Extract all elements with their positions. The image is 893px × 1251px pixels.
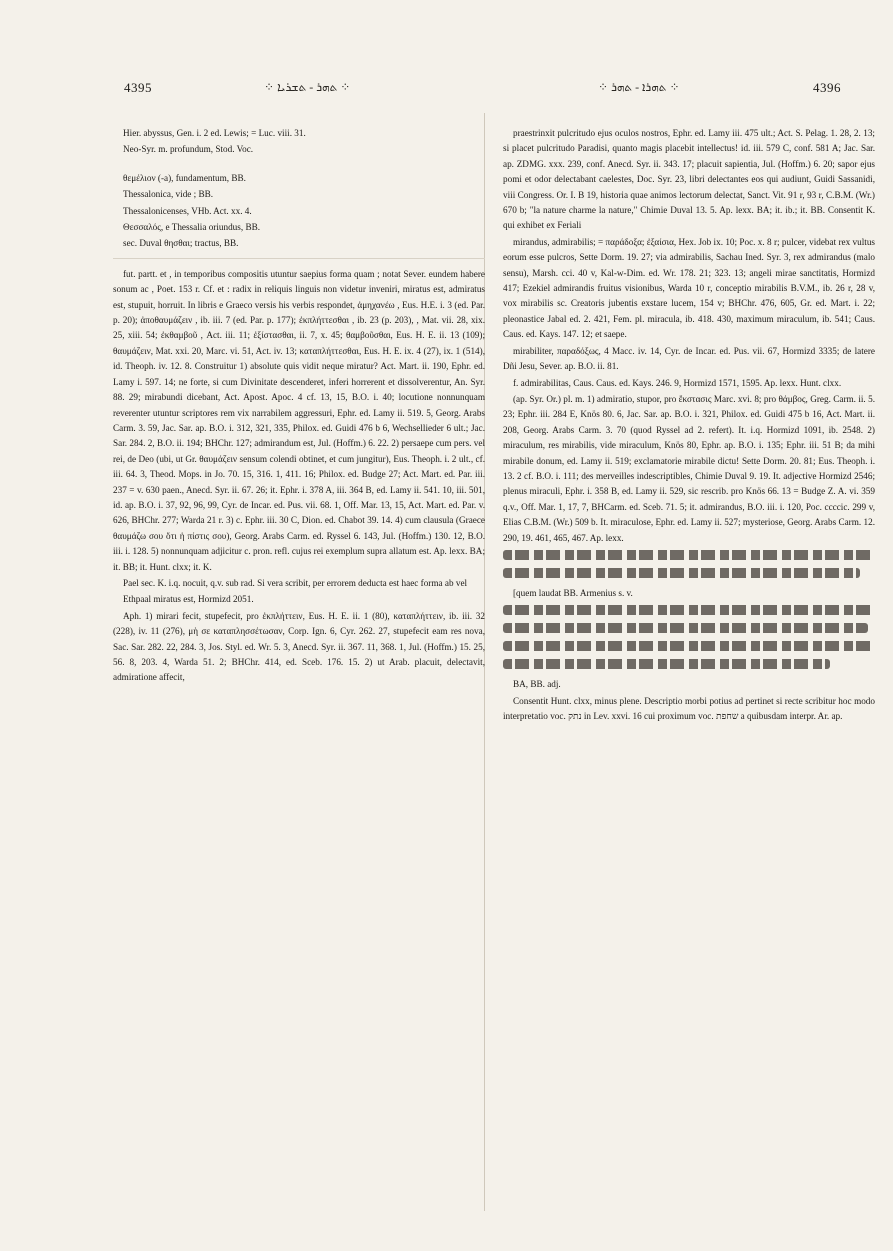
page-number-left: 4395 (124, 80, 152, 95)
arabic-text-line (503, 605, 875, 615)
entry-consentit-hunt: Consentit Hunt. clxx, minus plene. Descriptio morbi potius ad pertinet si recte scribitur hoc modo interpretatio voc. נתק in Lev. xxvi. 16 cui proximum voc. שחפת a quibusdam interpr. Ar. ap. (503, 695, 875, 722)
entry-praestrinxit: praestrinxit pulcritudo ejus oculos nostros, Ephr. ed. Lamy iii. 475 ult.; Act. S. Pelag. 1. 28, 2. 13; si placet pulcritudo Paradisi, quanto magis placebit intellectus! id. iii. 579 C, conf. 581 A; Jac. Sar. ap. ZDMG. xxx. 239, conf. Anecd. Syr. ii. 343. 17; placuit sapientia, Jul. (Hoffm.) 6. 20; sapor ejus pomi et odor delectabant caelestes, Doc. Syr. 23, libri delectantes eos qui audiunt, Guidi Sassanidi, viii Congress. Or. I. B 19, historia quae animos lectorum delectat, Sanct. Vit. 91 r, 93 r, C.B.M. (Wr.) 670 b; "la nature charme la nature," Chimie Duval 13. 5. Ap. lexx. BA; it. ib.; it. BB. Consentit K. qui exhibet ex Feriali (503, 128, 875, 231)
entry-mirandus: mirandus, admirabilis; = παράδοξα; ἐξαίσια, Hex. Job ix. 10; Poc. x. 8 r; pulcer, videbat rex vultus eorum esse pulcros, Sette Dorm. 19. 27; via admirabilis, Sachau Ined. Syr. 3, rex admirandus (malo sensu), Marsh. cci. 40 v, Kal-w-Dim. ed. Wr. 178. 21; 323. 13; angeli mirae sanctitatis, Hormizd 417; Ezekiel admirandis fruitus visionibus, Warda 10 r, conceptio mirabilis B.V.M., ib. 26 r, 28 v, vox mirabilis sc. Creatoris jubentis exstare lucem, 154 v; BHChr. 476, 605, Gr. ed. Mart. i. 22; pleonastice Jabal ed. 2. 421, Fem. pl. miracula, ib. 418. 430, maximum miraculum, ib. 541; Caus. Caus. ed. Kays. 147. 12; et saepe. (503, 236, 875, 340)
arabic-text-line (503, 623, 868, 633)
entry-thessalonica: Thessalonica, vide ; BB. (123, 189, 214, 200)
page-number-right: 4396 (813, 80, 841, 95)
entry-pael: Pael sec. K. i.q. nocuit, q.v. sub rad. Si vera scribit, per errorem deducta est haec forma ab vel (123, 577, 468, 588)
left-column (113, 126, 485, 1211)
arabic-text-line (503, 659, 830, 669)
entry-thessalonicenses: Thessalonicenses, VHb. Act. xx. 4. (123, 205, 252, 216)
arabic-text-line (503, 641, 875, 651)
running-head-right: ⁘ ܬܗܪܐ - ܬܗܪ ⁘ (598, 80, 680, 94)
entry-abyssus: Hier. abyssus, Gen. i. 2 ed. Lewis; = Luc. viii. 31. (123, 128, 306, 138)
entry-mirabiliter: mirabiliter, παραδόξως, 4 Macc. iv. 14, Cyr. de Incar. ed. Pus. vii. 67, Hormizd 3335; de latere Dñi Jesu, Sever. ap. B.O. ii. 81. (503, 345, 875, 372)
entry-thessalus: Θεσσαλός, e Thessalia oriundus, BB. (123, 222, 260, 233)
entry-aphel: Aph. 1) mirari fecit, stupefecit, pro ἐκπλήττειν, Eus. H. E. ii. 1 (80), καταπλήττειν, ib. iii. 32 (228), iv. 11 (276), μὴ σε καταπλησσέτωσαν, Corp. Ign. 6, Cyr. 262. 27, stupefecit eam res nova, Sac. Sar. 282. 22, 284. 3, Jos. Styl. ed. Wr. 5. 3, Anecd. Syr. ii. 367. 11, 368. 1, Jul. (Hoffm.) 15. 25, 56. 8, 203. 4, Warda 51. 2; BHChr. 414, ed. Sceb. 176. 15. 2) ut Arab. placuit, delectavit, admiratione affecit, (113, 610, 485, 683)
section-rule (113, 258, 485, 259)
entry-tractus: sec. Duval θησθαι; tractus, BB. (123, 238, 239, 249)
entry-admirabilitas: f. admirabilitas, Caus. Caus. ed. Kays. 246. 9, Hormizd 1571, 1595. Ap. lexx. Hunt. clxx. (513, 377, 842, 388)
arabic-text-line (503, 550, 875, 560)
entry-admiratio: (ap. Syr. Or.) pl. m. 1) admiratio, stupor, pro ἔκστασις Marc. xvi. 8; pro θάμβος, Greg. Carm. ii. 5. 23; Ephr. iii. 284 E, Knös 80. 6, Jac. Sar. ap. B.O. i. 321, Philox. ed. Guidi 475 b 16, Act. Mart. ii. 208, Georg. Arabs Carm. 3. 70 (quod Ryssel ad 2. refert). It. i.q. Hormizd 1091, ib. 2548. 2) miraculum, res mirabilis, vide miraculum, Knös 80, Ephr. ap. B.O. i. 135; Ephr. iii. 51 B; da mihi mirabile donum, ed. Lamy ii. 519; exclamatorie mirabile dictu! Sette Dorm. 20. 81; Eus. Theoph. i. 13. 2 cf. B.O. i. 111; des merveilles indescriptibles, Chimie Duval 9. 19. It. adjective Hormizd 2546; plenus miraculi, Ephr. i. 358 B, ed. Lamy ii. 529, sic rescrib. pro Knös 66. 13 = Budge Z. A. vi. 359 q.v., Off. Mar. 1, 17, 7, BHCarm. ed. Sceb. 71. 5; it. admirandus, B.O. iii. i. 120, Poc. ccccic. 299 v, Elias C.B.M. (Wr.) 509 b. It. miraculose, Ephr. ed. Lamy ii. 527; mysteriose, Georg. Arabs Carm. 12. 290, 19. 461, 465, 467. Ap. lexx. (503, 393, 875, 543)
arabic-quotation (503, 605, 875, 669)
page-header (0, 0, 893, 100)
arabic-text-line (503, 568, 860, 578)
running-head-left: ⁘ ܬܗܪ - ܬܫܪܝܐ ⁘ (264, 80, 351, 94)
right-column (503, 126, 875, 1211)
entry-miratus-est: fut. partt. et , in temporibus compositis utuntur saepius forma quam ; notat Sever. eundem habere sonum ac , Poet. 153 r. Cf. et : radix in reliquis linguis non videtur inveniri, miratus est, admiratus est, stupuit, horruit. In libris e Graeco versis his verbis respondet, ἀμηχανέω , Eus. H.E. i. 3 (ed. Par. p. 20); ἀποθαυμάζειν , ib. iii. 7 (ed. Par. p. 177); ἐκπλήττεσθαι , ib. 23 (p. 203), , Mat. vii. 28, xix. 25, xiii. 54; ἐκθαμβοῦ , Act. iii. 11; ἐξίστασθαι, ii. 7, x. 45; θαμβοῦσθαι, Eus. H. E. ii. 13 (109); θαυμάζειν, Mat. xxi. 20, Marc. vi. 51, Act. iv. 13; καταπλήττεσθαι, Eus. H. E. ix. 4 (27), ix. 1 (514), id. Theoph. iv. 12. 8. Construitur 1) absolute quis vidit neque miratur? Act. Mart. ii. 190, Ephr. ed. Lamy i. 597. 14; ne forte, si cum Divinitate descenderet, inferi horrerent et dissolverentur, An. Syr. 88. 29; mirabundi dicebant, Act. Apost. Apoc. 4 cf. 13, 15, B.O. i. 40; locutione nonnunquam reverenter utuntur scriptores rem vix narrabilem aggressuri, Ephr. ed. Lamy ii. 519. 5, Georg. Arabs Carm. 3. 59, Jac. Sar. ap. B.O. i. 312, 321, 335, Philox. ed. Guidi 476 b 6, Wechsellieder 6 ult.; Jac. Sar. 284. 2, B.O. ii. 194; BHChr. 127; admirandum est, Jul. (Hoffm.) 6. 22. 2) persaepe cum pers. vel rei, de Deo (ubi, ut Gr. θαυμάζειν sensum colendi obtinet, et cum jungitur), Eus. Theoph. i. 2 ult., cf. iii. 64. 3, Theod. Mops. in Jo. 70. 15, 316. 1, 411. 16; Philox. ed. Budge 27; Act. Mart. ed. Par. iii. 237 = v. 630 paen., Anecd. Syr. ii. 67. 26; it. Ephr. i. 378 A, iii. 364 B, ed. Lamy ii. 541. 10, iii. 501, id. ap. B.O. i. 37, 92, 96, 99, Cyr. de Incar. ed. Pus. vii. 68. 1, Off. Mar. 13, 15, Act. Mart. ed. Par. v. 626, BHChr. 277; Warda 21 r. 3) c. Ephr. iii. 30 C, Dion. ed. Chabot 39. 14. 4) cum clausula (Graece θαυμάζω σου ὅτι ἡ πίστις σου), Georg. Arabs Carm. ed. Ryssel 6. 143, Jul. (Hoffm.) 130. 12, B.O. iii. i. 128. 5) nonnunquam adjicitur c. pron. refl. cujus rei exemplum supra allatum est. Ap. lexx. BA; it. BB; it. Hunt. clxx; it. K. (113, 268, 485, 572)
entry-ba-bb-adj: BA, BB. adj. (513, 679, 561, 690)
entry-ethpaal: Ethpaal miratus est, Hormizd 2051. (123, 594, 254, 605)
entry-quem-laudat: [quem laudat BB. Armenius s. v. (513, 587, 633, 598)
arabic-quotation (503, 550, 875, 578)
entry-profundum: Neo-Syr. m. profundum, Stod. Voc. (123, 144, 254, 155)
entry-fundamentum: θεμέλιον (-a), fundamentum, BB. (123, 172, 246, 183)
